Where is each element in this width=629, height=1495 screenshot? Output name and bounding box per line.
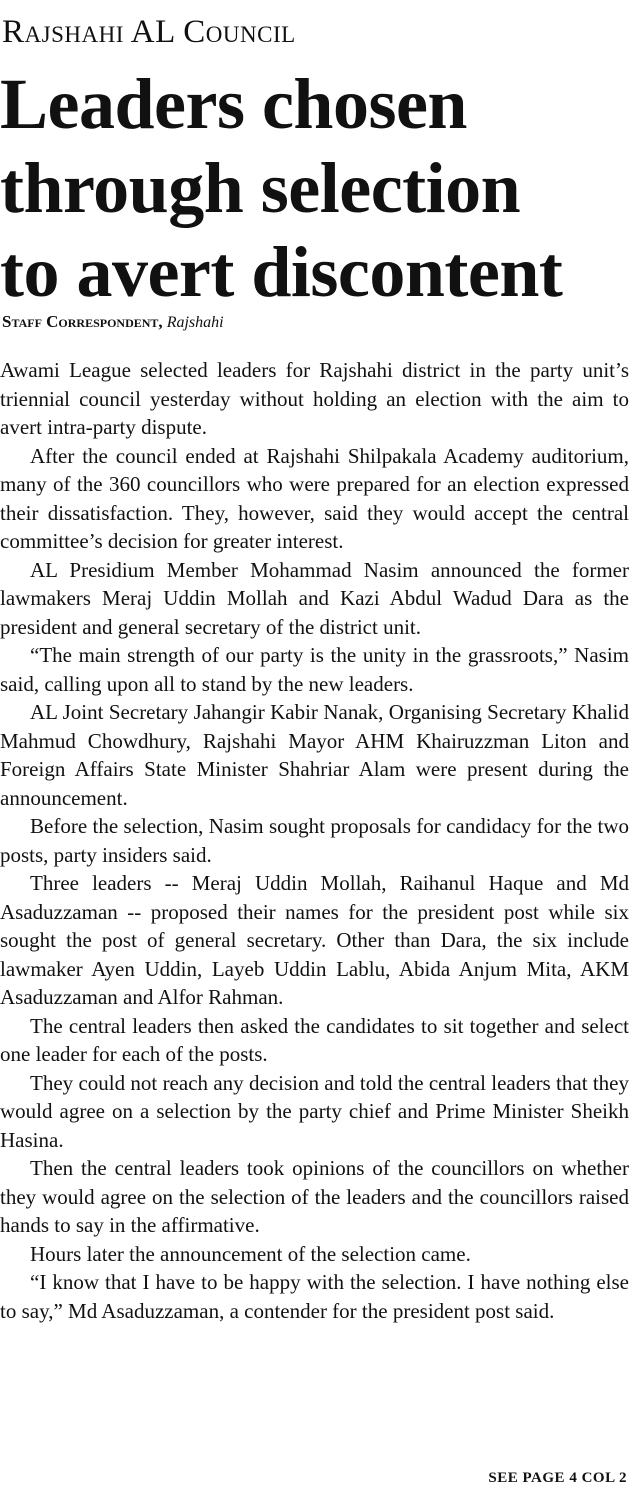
paragraph-10: Then the central leaders took opinions of the councillors on whether they would agree on the selection of the leaders and the councillors raised hands to say in the affirmative. bbox=[0, 1156, 629, 1237]
paragraph-5: AL Joint Secretary Jahangir Kabir Nanak, Organising Secretary Khalid Mahmud Chowdhury, Rajshahi Mayor AHM Khairuzzman Liton and Foreign Affairs State Minister Shahriar Alam were present during the announcement. bbox=[0, 700, 629, 810]
paragraph-12: “I know that I have to be happy with the selection. I have nothing else to say,” Md Asaduzzaman, a contender for the president post said. bbox=[0, 1270, 629, 1323]
article-body bbox=[0, 356, 629, 1325]
paragraph-3: AL Presidium Member Mohammad Nasim announced the former lawmakers Meraj Uddin Mollah and Kazi Abdul Wadud Dara as the president and general secretary of the district unit. bbox=[0, 557, 629, 639]
paragraph-2: After the council ended at Rajshahi Shilpakala Academy auditorium, many of the 360 councillors who were prepared for an election expressed their dissatisfaction. They, however, said they would accept the central committee’s decision for greater interest. bbox=[0, 443, 629, 553]
paragraph-1: Awami League selected leaders for Rajshahi district in the party unit’s triennial council yesterday without holding an election with the aim to avert intra-party dispute. bbox=[0, 358, 629, 439]
continued-jump-line: SEE PAGE 4 COL 2 bbox=[488, 1470, 627, 1486]
kicker: Rajshahi AL Council bbox=[2, 14, 296, 50]
paragraph-6: Before the selection, Nasim sought proposals for candidacy for the two posts, party insiders said. bbox=[0, 814, 629, 867]
byline bbox=[2, 311, 224, 334]
paragraph-4: “The main strength of our party is the unity in the grassroots,” Nasim said, calling upon all to stand by the new leaders. bbox=[0, 643, 629, 696]
byline-author: Staff Correspondent, bbox=[2, 312, 163, 331]
paragraph-11: Hours later the announcement of the selection came. bbox=[30, 1241, 471, 1266]
byline-place: Rajshahi bbox=[166, 314, 224, 331]
paragraph-7: Three leaders -- Meraj Uddin Mollah, Raihanul Haque and Md Asaduzzaman -- proposed their names for the president post while six sought the post of general secretary. Other than Dara, the six include lawmaker Ayen Uddin, Layeb Uddin Lablu, Abida Anjum Mita, AKM Asaduzzaman and Alfor Rahman. bbox=[0, 871, 629, 1009]
headline-line-1: Leaders chosen bbox=[0, 64, 467, 144]
headline-line-2: through selection bbox=[0, 148, 521, 228]
paragraph-8: The central leaders then asked the candidates to sit together and select one leader for each of the posts. bbox=[0, 1013, 629, 1066]
headline bbox=[0, 62, 629, 314]
paragraph-9: They could not reach any decision and told the central leaders that they would agree on a selection by the party chief and Prime Minister Sheikh Hasina. bbox=[0, 1070, 629, 1152]
headline-line-3: to avert discontent bbox=[0, 232, 563, 312]
